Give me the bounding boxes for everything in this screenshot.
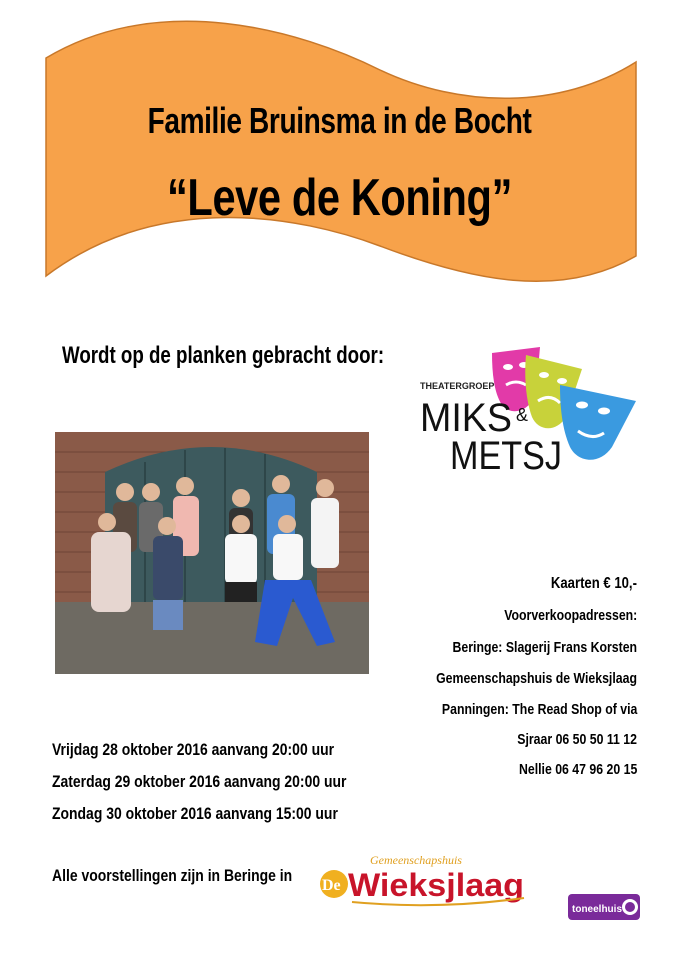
footer-text: Alle voorstellingen zijn in Beringe in: [52, 866, 293, 885]
mask-blue: [560, 385, 636, 460]
subtitle: Wordt op de planken gebracht door:: [62, 342, 385, 369]
presale-line: Panningen: The Read Shop of via: [441, 701, 637, 718]
wieksjlaag-name: Wieksjlaag: [348, 867, 524, 903]
title-line-1: Familie Bruinsma in de Bocht: [147, 100, 532, 141]
performance-date: Zaterdag 29 oktober 2016 aanvang 20:00 uur: [52, 772, 347, 791]
presale-line: Nellie 06 47 96 20 15: [518, 761, 637, 778]
toneelhuis-label: toneelhuis: [572, 904, 623, 915]
logo-ampersand: &: [516, 405, 529, 425]
wieksjlaag-logo: [318, 850, 528, 910]
performance-date: Vrijdag 28 oktober 2016 aanvang 20:00 uur: [52, 740, 335, 759]
toneelhuis-badge: [568, 890, 640, 922]
banner-shape: [46, 21, 636, 281]
performance-date: Zondag 30 oktober 2016 aanvang 15:00 uur: [52, 804, 338, 823]
group-photo-image: [55, 432, 369, 674]
presale-line: Sjraar 06 50 50 11 12: [517, 731, 637, 748]
presale-heading: Voorverkoopadressen:: [503, 607, 637, 624]
presale-line: Beringe: Slagerij Frans Korsten: [452, 639, 637, 656]
logo-name-line1: MIKS: [420, 396, 512, 440]
wieksjlaag-small: Gemeenschapshuis: [370, 853, 462, 867]
logo-name-line2: METSJ: [450, 434, 562, 478]
presale-line: Gemeenschapshuis de Wieksjlaag: [436, 670, 637, 687]
logo-prefix: THEATERGROEP: [420, 381, 495, 391]
wieksjlaag-de: De: [322, 877, 341, 894]
title-line-2: “Leve de Koning”: [167, 169, 512, 227]
theater-masks-icon: [420, 345, 645, 485]
ticket-price: Kaarten € 10,-: [550, 575, 637, 592]
title-banner: [0, 0, 679, 300]
